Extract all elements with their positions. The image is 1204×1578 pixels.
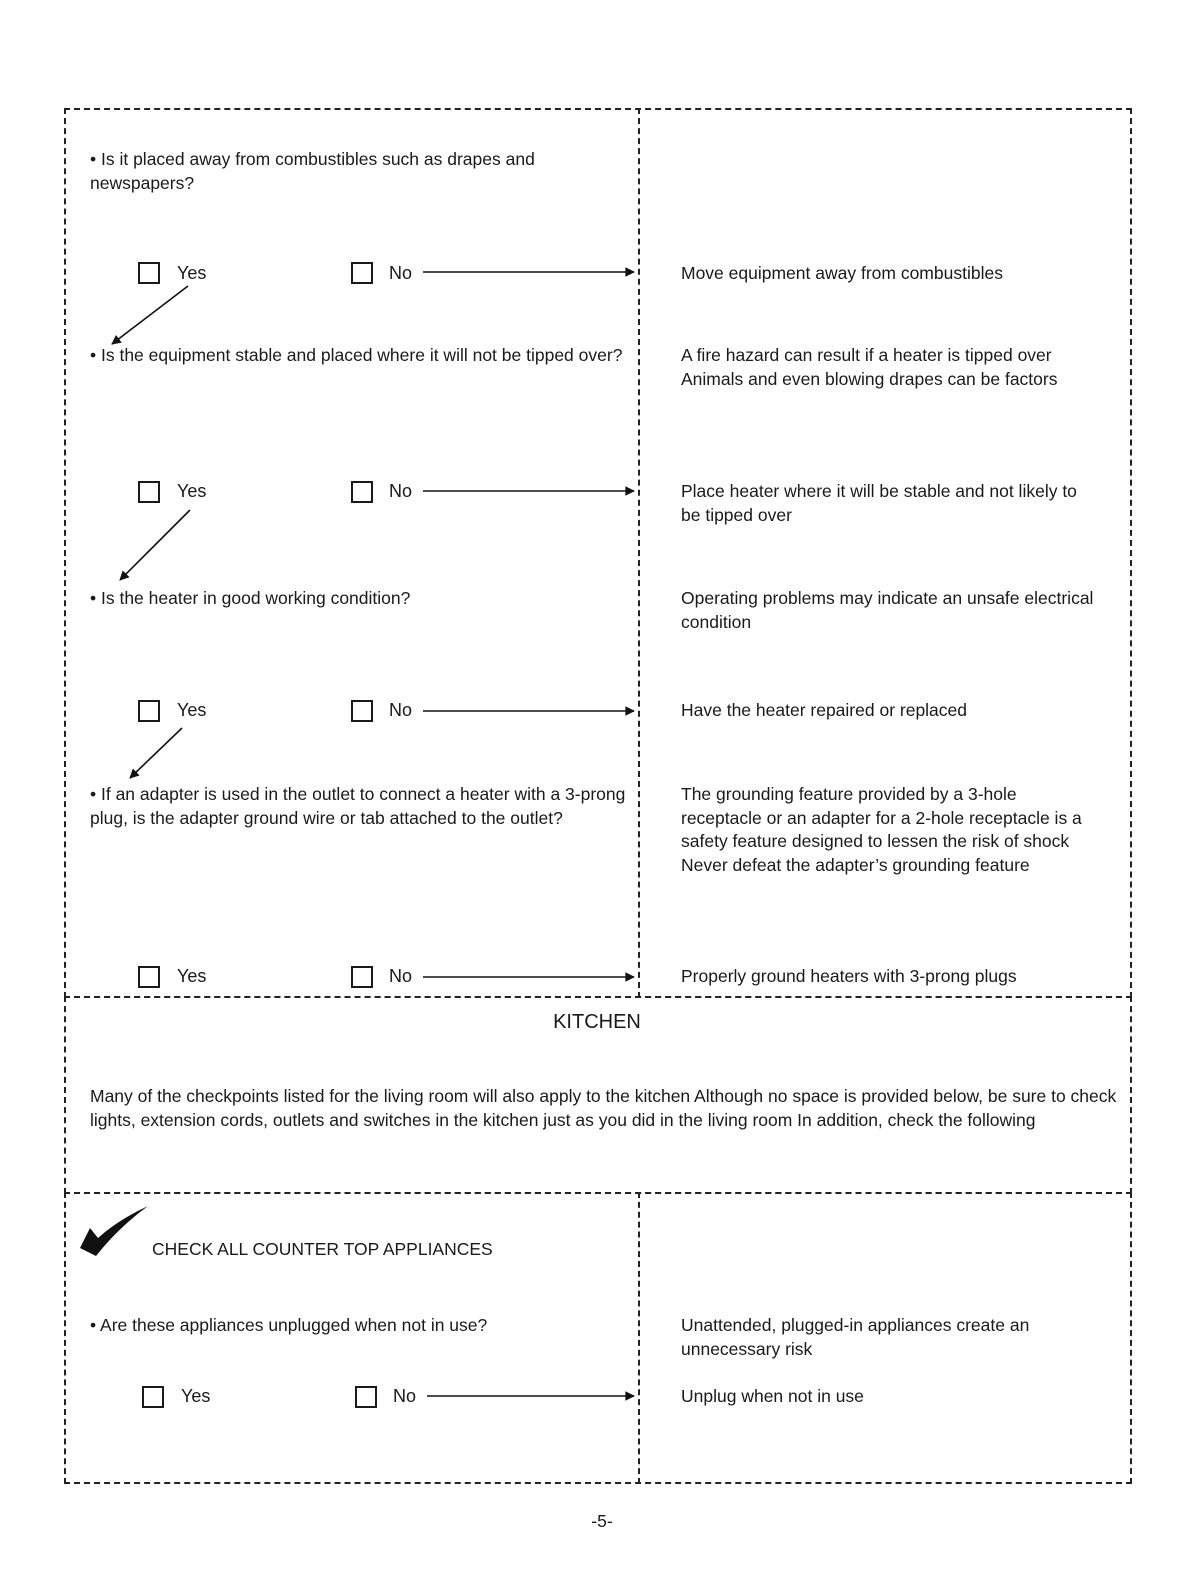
yes-checkbox[interactable] <box>138 262 160 284</box>
question-text: • Are these appliances unplugged when not in use? <box>90 1315 488 1335</box>
yes-label: Yes <box>177 700 207 720</box>
no-label: No <box>393 1386 417 1406</box>
yes-checkbox[interactable] <box>138 966 160 988</box>
explanation-text: A fire hazard can result if a heater is tipped over Animals and even blowing drapes can be factors <box>681 345 1058 389</box>
no-checkbox[interactable] <box>351 481 373 503</box>
yes-checkbox[interactable] <box>138 700 160 722</box>
checkmark-icon <box>80 1206 148 1256</box>
yes-arrow <box>112 286 188 344</box>
remedy-text: Unplug when not in use <box>681 1386 864 1406</box>
no-label: No <box>389 263 413 283</box>
yes-arrow <box>130 728 182 778</box>
no-checkbox[interactable] <box>351 966 373 988</box>
yes-arrow <box>120 510 190 580</box>
no-checkbox[interactable] <box>351 262 373 284</box>
remedy-text: Place heater where it will be stable and not likely to be tipped over <box>681 481 1077 525</box>
no-label: No <box>389 481 413 501</box>
yes-label: Yes <box>177 966 207 986</box>
question-text: • If an adapter is used in the outlet to connect a heater with a 3-prong plug, is the adapter ground wire or tab attached to the outlet? <box>90 784 626 828</box>
question-text: • Is it placed away from combustibles such as drapes and newspapers? <box>90 149 535 193</box>
section-title: CHECK ALL COUNTER TOP APPLIANCES <box>152 1239 493 1259</box>
remedy-text: Move equipment away from combustibles <box>681 263 1003 283</box>
question-text: • Is the heater in good working condition? <box>90 588 411 608</box>
yes-label: Yes <box>181 1386 211 1406</box>
yes-label: Yes <box>177 481 207 501</box>
yes-checkbox[interactable] <box>138 481 160 503</box>
yes-label: Yes <box>177 263 207 283</box>
no-checkbox[interactable] <box>355 1386 377 1408</box>
remedy-text: Properly ground heaters with 3-prong plugs <box>681 966 1017 986</box>
explanation-text: The grounding feature provided by a 3-hole receptacle or an adapter for a 2-hole receptacle is a safety feature designed to lessen the risk of shock Never defeat the adapter’s grounding feature <box>681 784 1082 875</box>
explanation-text: Unattended, plugged-in appliances create an unnecessary risk <box>681 1315 1030 1359</box>
remedy-text: Have the heater repaired or replaced <box>681 700 968 720</box>
page-number: -5- <box>591 1511 613 1531</box>
yes-checkbox[interactable] <box>142 1386 164 1408</box>
no-checkbox[interactable] <box>351 700 373 722</box>
kitchen-heading: KITCHEN <box>553 1011 641 1033</box>
question-text: • Is the equipment stable and placed where it will not be tipped over? <box>90 345 623 365</box>
kitchen-intro-text: Many of the checkpoints listed for the living room will also apply to the kitchen Although no space is provided below, be sure to check lights, extension cords, outlets and switches in the kitchen just as you did in the living room In addition, check the following <box>90 1086 1117 1130</box>
explanation-text: Operating problems may indicate an unsafe electrical condition <box>681 588 1094 632</box>
no-label: No <box>389 700 413 720</box>
no-label: No <box>389 966 413 986</box>
